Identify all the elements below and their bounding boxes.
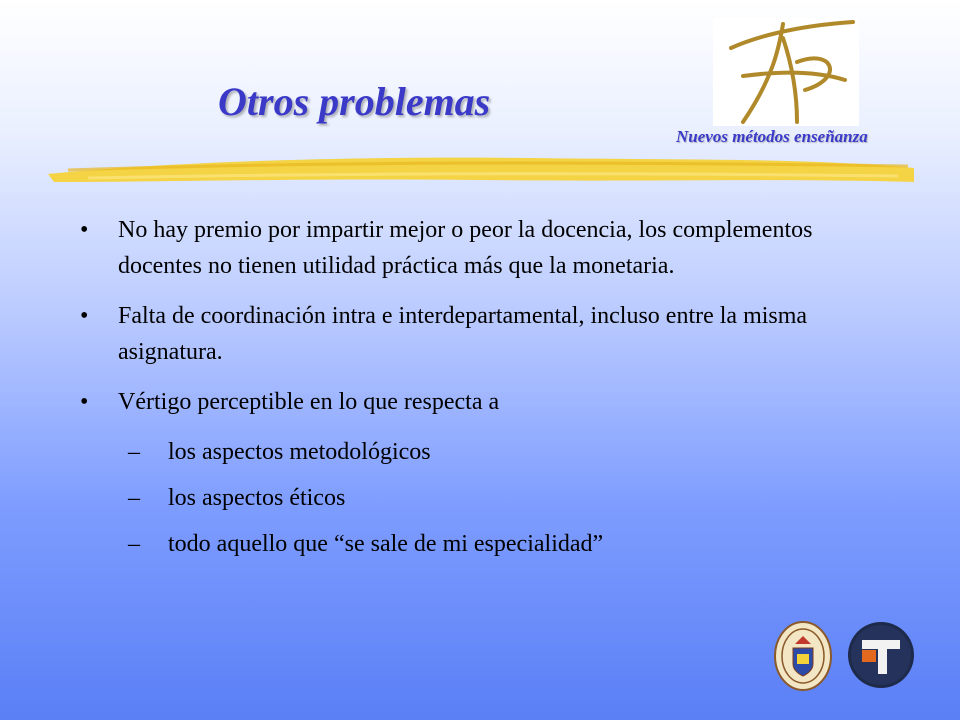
bullet-mark: • [80,303,89,329]
dash-mark: – [128,485,140,511]
bullet-mark: • [80,217,89,243]
sub-item-text: todo aquello que “se sale de mi especialidad” [168,531,604,557]
page-title: Otros problemas [218,79,491,124]
t-logo-icon [846,620,916,690]
abstract-ap-logo [713,18,859,126]
bullet-text: No hay premio por impartir mejor o peor la docencia, los complementos docentes no tienen utilidad práctica más que la monetaria. [118,217,813,279]
sub-item [80,434,900,470]
sub-item-text: los aspectos éticos [168,485,346,511]
sub-item-text: los aspectos metodológicos [168,439,431,465]
logo-svg [713,18,859,126]
bullet-item [80,298,900,370]
bullet-text: Vértigo perceptible en lo que respecta a [118,389,500,415]
page-subtitle: Nuevos métodos enseñanza [676,127,868,146]
bullet-item [80,384,900,420]
brush-divider [48,148,914,192]
sub-item [80,480,900,516]
bullet-mark: • [80,389,89,415]
university-seal-icon [773,620,833,692]
bullet-text: Falta de coordinación intra e interdepartamental, incluso entre la misma asignatura. [118,303,808,365]
dash-mark: – [128,439,140,465]
slide-content [80,212,900,572]
bullet-item [80,212,900,284]
sub-item [80,526,900,562]
dash-mark: – [128,531,140,557]
